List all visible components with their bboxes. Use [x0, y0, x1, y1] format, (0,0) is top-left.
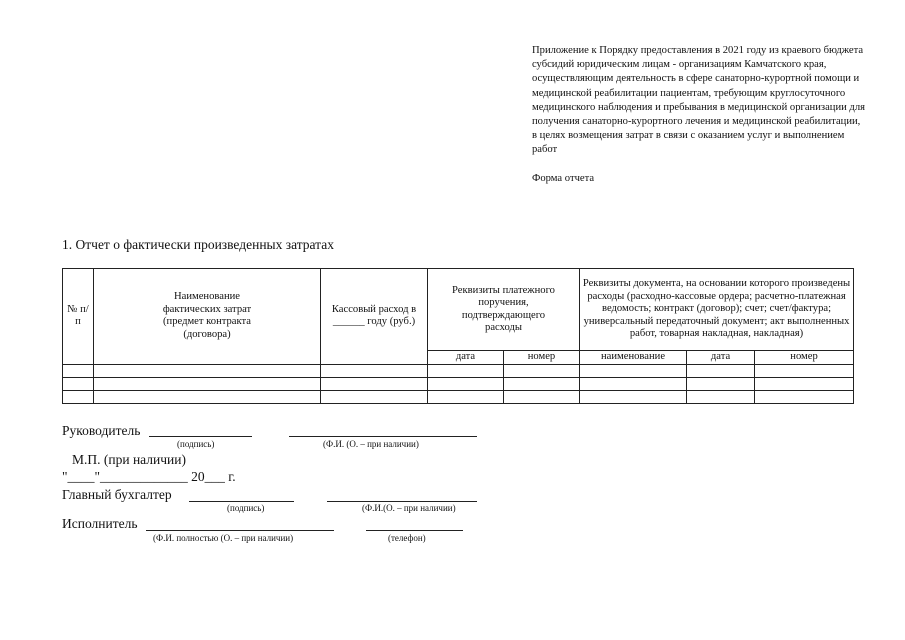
head-signature-line	[149, 436, 252, 437]
executor-label: Исполнитель	[62, 516, 138, 531]
appendix-block	[532, 44, 867, 186]
header-num: № п/п	[63, 269, 94, 365]
head-fio-line	[289, 436, 477, 437]
header-name: Наименование фактических затрат (предмет контракта (договора)	[94, 269, 321, 365]
header-document-details: Реквизиты документа, на основании которого произведены расходы (расходно-кассовые ордера; расчетно-платежная ведомость; контракт (договор); счет; счет/фактура; универсальный передаточный документ; акт выполненных работ, товарная накладная, накладная)	[580, 269, 854, 351]
form-label: Форма отчета	[532, 172, 595, 184]
accountant-fio-line	[327, 501, 477, 502]
table-row	[63, 364, 854, 377]
subheader-number: номер	[504, 351, 580, 365]
subheader-date: дата	[687, 351, 755, 365]
header-payment-details: Реквизиты платежного поручения, подтверждающего расходы	[428, 269, 580, 351]
executor-phone-line	[366, 530, 463, 531]
accountant-signature-caption: (подпись)	[227, 503, 265, 513]
section-title: 1. Отчет о фактически произведенных затратах	[62, 237, 334, 252]
head-fio-caption: (Ф.И. (О. – при наличии)	[323, 439, 419, 449]
head-signature-caption: (подпись)	[177, 439, 215, 449]
stamp-label: М.П. (при наличии)	[72, 452, 186, 467]
executor-fio-line	[146, 530, 334, 531]
subheader-doc-name: наименование	[580, 351, 687, 365]
date-line: "____"_____________ 20___ г.	[62, 469, 236, 484]
subheader-number: номер	[755, 351, 854, 365]
table-row	[63, 377, 854, 390]
report-table	[62, 268, 854, 404]
accountant-signature-line	[189, 501, 294, 502]
executor-fio-caption: (Ф.И. полностью (О. – при наличии)	[153, 533, 294, 543]
accountant-label: Главный бухгалтер	[62, 487, 172, 502]
table-row	[63, 390, 854, 403]
executor-phone-caption: (телефон)	[388, 533, 426, 543]
head-label: Руководитель	[62, 423, 141, 438]
header-expense: Кассовый расход в ______ году (руб.)	[321, 269, 428, 365]
accountant-fio-caption: (Ф.И.(О. – при наличии)	[362, 503, 456, 513]
subheader-date: дата	[428, 351, 504, 365]
appendix-text: Приложение к Порядку предоставления в 2021 году из краевого бюджета субсидий юридическим лицам - организациям Камчатского края, осуществляющим деятельность в сфере санаторно-курортной помощи и медицинской реабилитации пациентам, требующим круглосуточного медицинского наблюдения и пребывания в медицинской организации для получения санаторно-курортного лечения и медицинской реабилитации, в целях возмещения затрат в связи с оказанием услуг и выполнением работ	[532, 45, 865, 156]
